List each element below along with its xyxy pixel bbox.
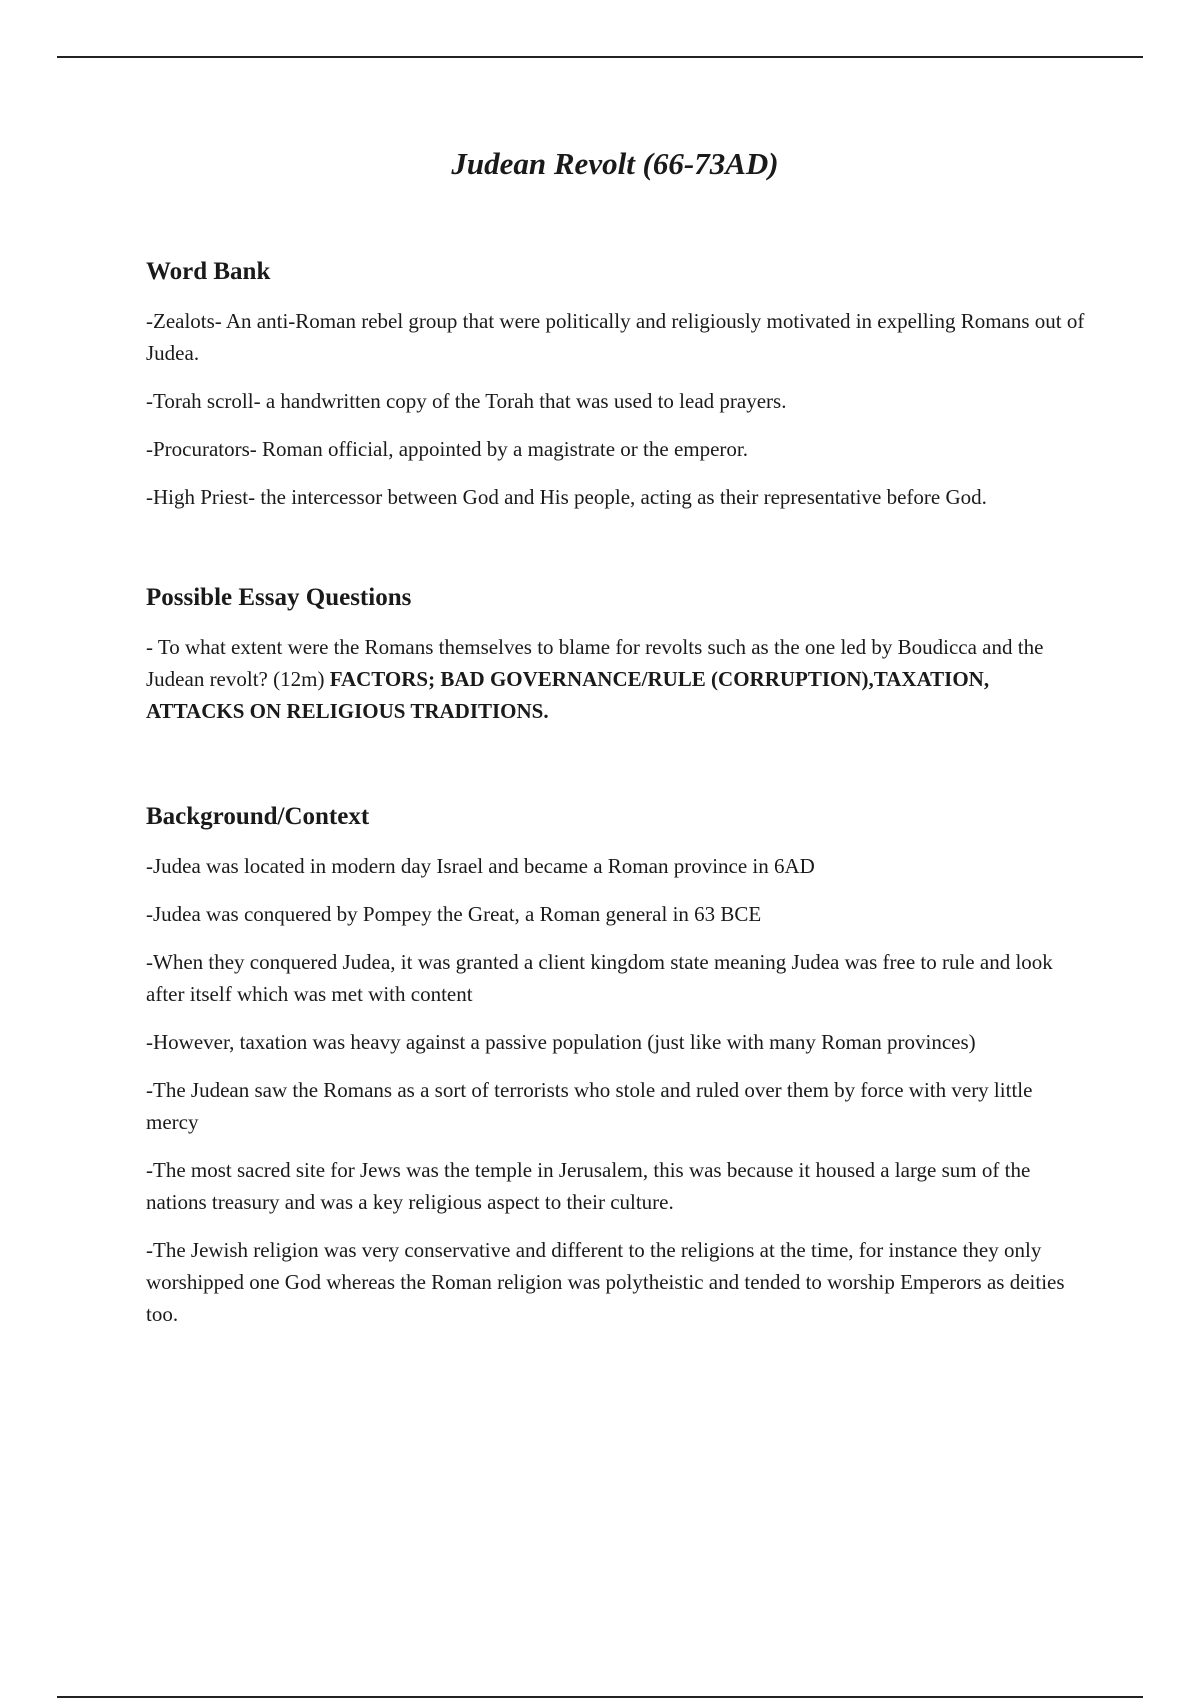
- background-section: [146, 800, 1086, 1330]
- background-item: -However, taxation was heavy against a passive population (just like with many Roman provinces): [146, 1030, 976, 1054]
- top-rule: [57, 56, 1143, 58]
- document-body: [146, 255, 1086, 1346]
- background-heading: Background/Context: [146, 803, 370, 830]
- background-item: -The Judean saw the Romans as a sort of terrorists who stole and ruled over them by force with very little mercy: [146, 1078, 1033, 1134]
- word-bank-item: -Torah scroll- a handwritten copy of the Torah that was used to lead prayers.: [146, 389, 787, 413]
- word-bank-heading: Word Bank: [146, 258, 271, 285]
- essay-questions-heading: Possible Essay Questions: [146, 584, 412, 611]
- essay-question-text: - To what extent were the Romans themselves to blame for revolts such as the one led by Boudicca and the Judean revolt? (12m): [146, 635, 1044, 691]
- essay-question: [146, 631, 1086, 727]
- essay-factors: FACTORS; BAD GOVERNANCE/RULE (CORRUPTION),TAXATION, ATTACKS ON RELIGIOUS TRADITIONS.: [146, 667, 990, 723]
- document-title: Judean Revolt (66-73AD): [451, 146, 779, 181]
- word-bank-section: [146, 255, 1086, 513]
- background-item: -The most sacred site for Jews was the temple in Jerusalem, this was because it housed a large sum of the nations treasury and was a key religious aspect to their culture.: [146, 1158, 1031, 1214]
- background-item: -Judea was conquered by Pompey the Great, a Roman general in 63 BCE: [146, 902, 762, 926]
- word-bank-item: -High Priest- the intercessor between God and His people, acting as their representative before God.: [146, 485, 987, 509]
- bottom-rule: [57, 1696, 1143, 1698]
- word-bank-item: -Procurators- Roman official, appointed by a magistrate or the emperor.: [146, 437, 749, 461]
- background-item: -Judea was located in modern day Israel and became a Roman province in 6AD: [146, 854, 815, 878]
- background-item: -The Jewish religion was very conservative and different to the religions at the time, for instance they only worshipped one God whereas the Roman religion was polytheistic and tended to worship Emperors as deities too.: [146, 1238, 1065, 1326]
- word-bank-item: -Zealots- An anti-Roman rebel group that were politically and religiously motivated in expelling Romans out of Judea.: [146, 309, 1085, 365]
- background-item: -When they conquered Judea, it was granted a client kingdom state meaning Judea was free to rule and look after itself which was met with content: [146, 950, 1053, 1006]
- essay-questions-section: [146, 581, 1086, 727]
